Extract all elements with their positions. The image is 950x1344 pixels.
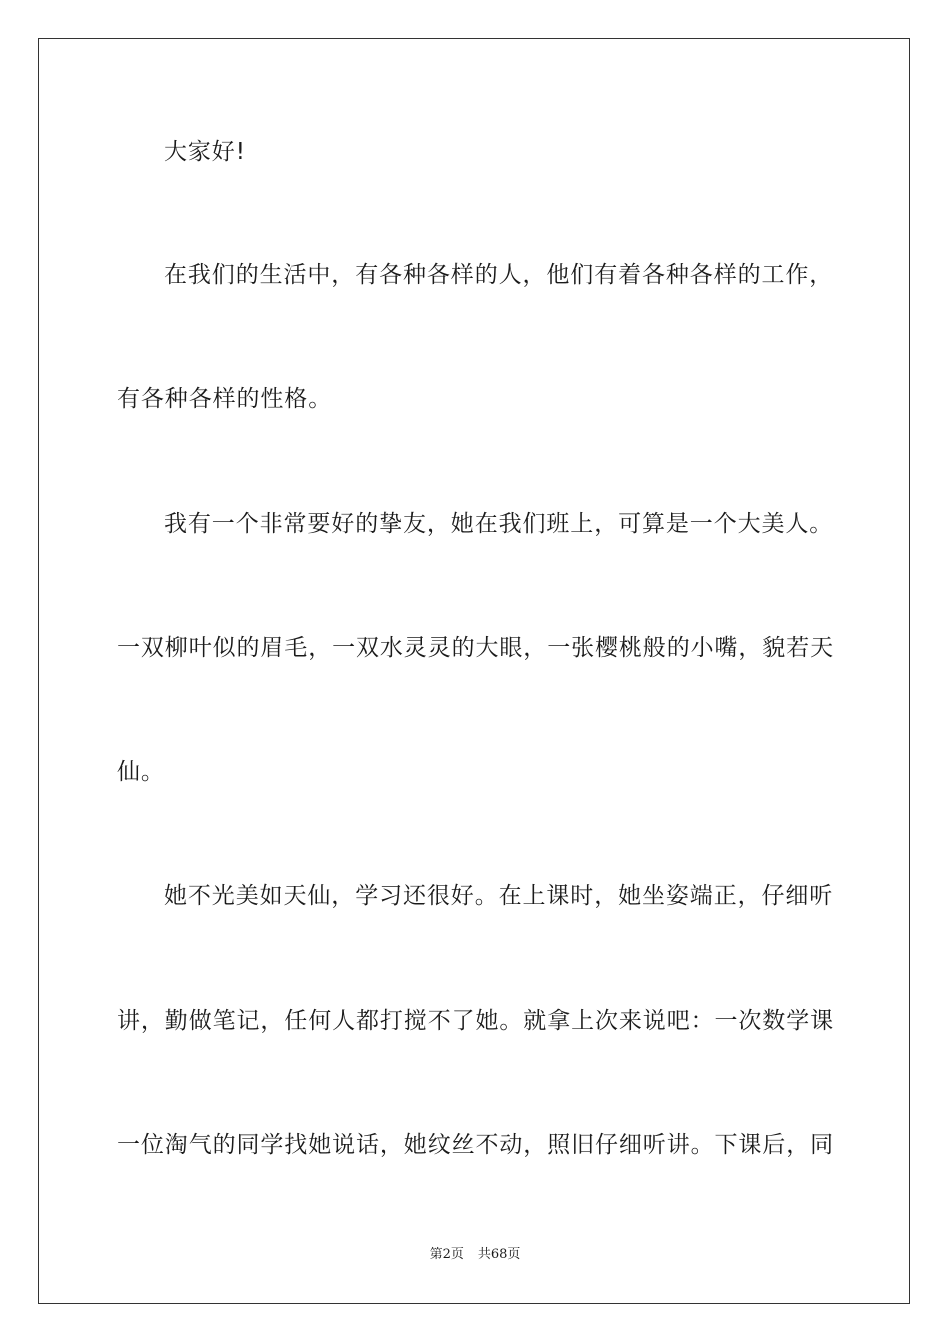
paragraph-line: 她不光美如天仙，学习还很好。在上课时，她坐姿端正，仔细听 bbox=[164, 883, 834, 909]
paragraph-line: 讲，勤做笔记，任何人都打搅不了她。就拿上次来说吧：一次数学课 bbox=[117, 1008, 834, 1034]
paragraph-line: 我有一个非常要好的挚友，她在我们班上，可算是一个大美人。 bbox=[164, 511, 834, 537]
paragraph-line: 一双柳叶似的眉毛，一双水灵灵的大眼，一张樱桃般的小嘴，貌若天 bbox=[117, 635, 834, 661]
paragraph-line: 仙。 bbox=[117, 759, 165, 785]
page-number: 第2页 bbox=[429, 1247, 464, 1262]
paragraph-line: 一位淘气的同学找她说话，她纹丝不动，照旧仔细听讲。下课后，同 bbox=[117, 1132, 834, 1158]
total-pages: 共68页 bbox=[477, 1247, 521, 1262]
paragraph-line: 有各种各样的性格。 bbox=[117, 386, 333, 412]
page-footer bbox=[0, 1246, 950, 1264]
paragraph-line: 在我们的生活中，有各种各样的人，他们有着各种各样的工作， bbox=[164, 262, 834, 288]
page-border bbox=[38, 38, 910, 1304]
greeting-line: 大家好! bbox=[164, 139, 246, 165]
